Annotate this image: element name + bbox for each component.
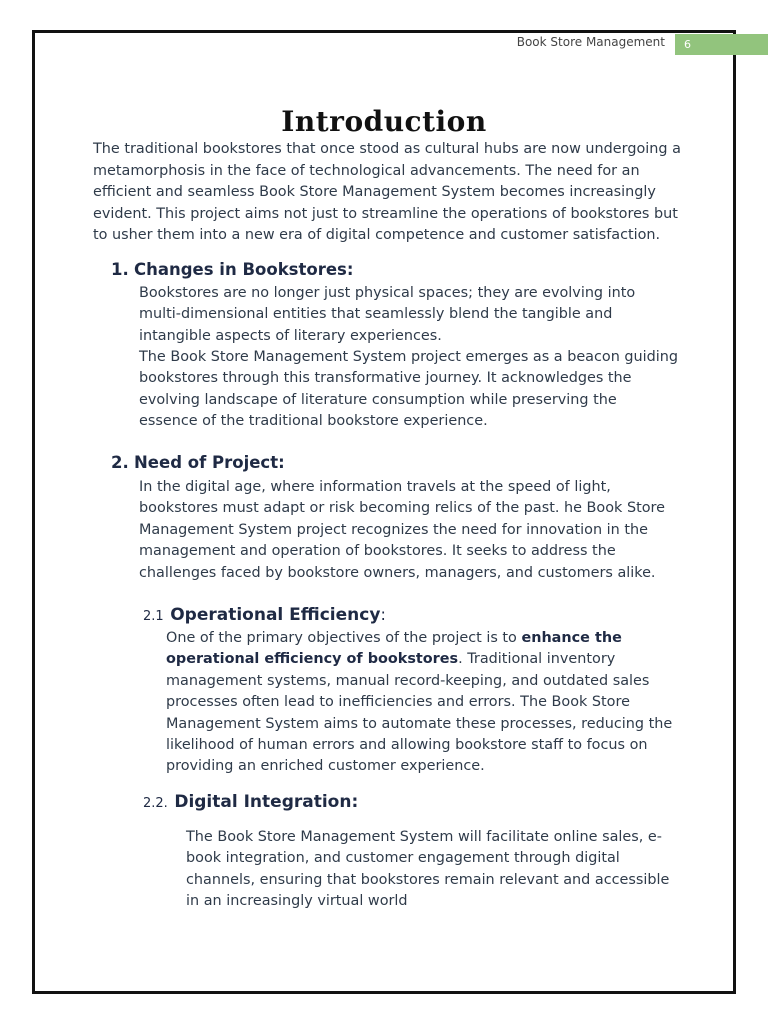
section-paragraph: The Book Store Management System project emerges as a beacon guiding bookstores through this transformative journey. It acknowledges the evolving landscape of literature consumption while preserving the essence of the traditional bookstore experience. [139,349,679,430]
section-number: 2. [111,453,129,472]
subsection-colon: : [380,605,386,624]
section-paragraph: In the digital age, where information travels at the speed of light, bookstores must adapt or risk becoming relics of the past. he Book Store Management System project recognizes the need for innovation in the management and operation of bookstores. It seeks to address the challenges faced by bookstore owners, managers, and customers alike. [139,479,665,581]
subsection-number: 2.1 [143,609,164,624]
subsection-heading-digital [143,791,358,812]
section-title: Need of Project: [134,453,285,472]
page-title: Introduction [281,104,487,138]
section-heading-need [111,453,285,472]
emphasis-text: enhance the operational efficiency of bookstores [166,630,622,668]
subsection-number: 2.2. [143,796,168,811]
paragraph-text: . Traditional inventory management systems, manual record-keeping, and outdated sales processes often lead to inefficiencies and errors. The Book Store Management System aims to automate these processes, reducing the likelihood of human errors and allowing bookstore staff to focus on providing an enriched customer experience. [166,651,673,775]
page-number: 6 [675,34,768,55]
section-heading-changes [111,260,353,279]
section-title: Changes in Bookstores: [134,260,354,279]
running-header-title: Book Store Management [516,35,665,49]
subsection-title: Digital Integration: [174,792,359,812]
subsection-paragraph [166,628,678,778]
subsection-title: Operational Efficiency [170,605,381,625]
section-number: 1. [111,260,129,279]
section-paragraph: Bookstores are no longer just physical spaces; they are evolving into multi-dimensional entities that seamlessly blend the tangible and intangible aspects of literary experiences. [139,285,636,344]
subsection-heading-operational [143,604,386,625]
paragraph-text: One of the primary objectives of the project is to [166,630,522,646]
subsection-paragraph: The Book Store Management System will facilitate online sales, e-book integration, and customer engagement through digital channels, ensuring that bookstores remain relevant and accessible in an increasingly virtual world [186,829,670,910]
intro-paragraph: The traditional bookstores that once stood as cultural hubs are now undergoing a metamorphosis in the face of technological advancements. The need for an efficient and seamless Book Store Management System becomes increasingly evident. This project aims not just to streamline the operations of bookstores but to usher them into a new era of digital competence and customer satisfaction. [93,141,681,243]
